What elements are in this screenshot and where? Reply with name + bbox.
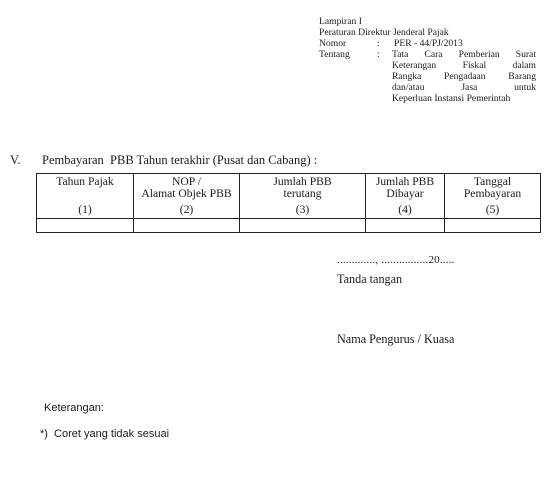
col-header-jumlah-terutang [240,174,366,219]
col-header-label: Tahun Pajak [56,175,114,188]
table-cell-tanggal[interactable] [445,219,541,233]
col-header-tanggal [445,174,541,219]
tanda-tangan-label: Tanda tangan [337,272,403,286]
date-line: ............., ................20..... [337,254,455,266]
lampiran-label: Lampiran I [319,16,362,27]
tentang-line-3: Rangka Pengadaan Barang [392,71,536,82]
tentang-line-5: Keperluan Instansi Pemerintah [392,93,511,104]
section-title: Pembayaran PBB Tahun terakhir (Pusat dan Cabang) : [42,153,318,167]
col-header-label: Jumlah PBB [273,175,332,188]
col-header-number: (1) [78,203,92,216]
col-header-label-2: Pembayaran [463,187,522,200]
section-number: V. [10,153,21,167]
col-header-label: NOP / [172,175,201,188]
table-cell-nop[interactable] [134,219,240,233]
tentang-line-4: dan/atau Jasa untuk [392,82,536,93]
nomor-label: Nomor [319,38,347,49]
table-cell-dibayar[interactable] [366,219,445,233]
col-header-number: (3) [295,203,310,216]
coret-note: *) Coret yang tidak sesuai [40,428,170,440]
nama-pengurus-label: Nama Pengurus / Kuasa [337,332,455,346]
tentang-line-1: Tata Cara Pemberian Surat [392,49,536,60]
nomor-colon: : [377,38,380,49]
col-header-number: (2) [179,203,194,216]
table-row [37,219,541,233]
tentang-line-2: Keterangan Fiskal dalam [392,60,536,71]
table-cell-tahun[interactable] [37,219,134,233]
col-header-label: Jumlah PBB [375,175,435,188]
col-header-number: (4) [398,203,412,216]
col-header-jumlah-dibayar [366,174,445,219]
col-header-label-2: Dibayar [386,187,424,200]
col-header-label-2: terutang [283,187,322,200]
table-cell-terutang[interactable] [240,219,366,233]
table-header-row [37,174,541,219]
col-header-label-2: Alamat Objek PBB [141,187,232,200]
col-header-tahun-pajak [37,174,134,219]
tentang-label: Tentang [319,49,350,60]
pbb-table [36,173,541,233]
nomor-value: PER - 44/PJ/2013 [394,38,463,49]
col-header-nop [134,174,240,219]
keterangan-label: Keterangan: [44,402,104,414]
peraturan-label: Peraturan Direktur Jenderal Pajak [319,27,449,38]
col-header-label: Tanggal [473,175,512,188]
tentang-colon: : [377,49,380,60]
col-header-number: (5) [485,203,500,216]
